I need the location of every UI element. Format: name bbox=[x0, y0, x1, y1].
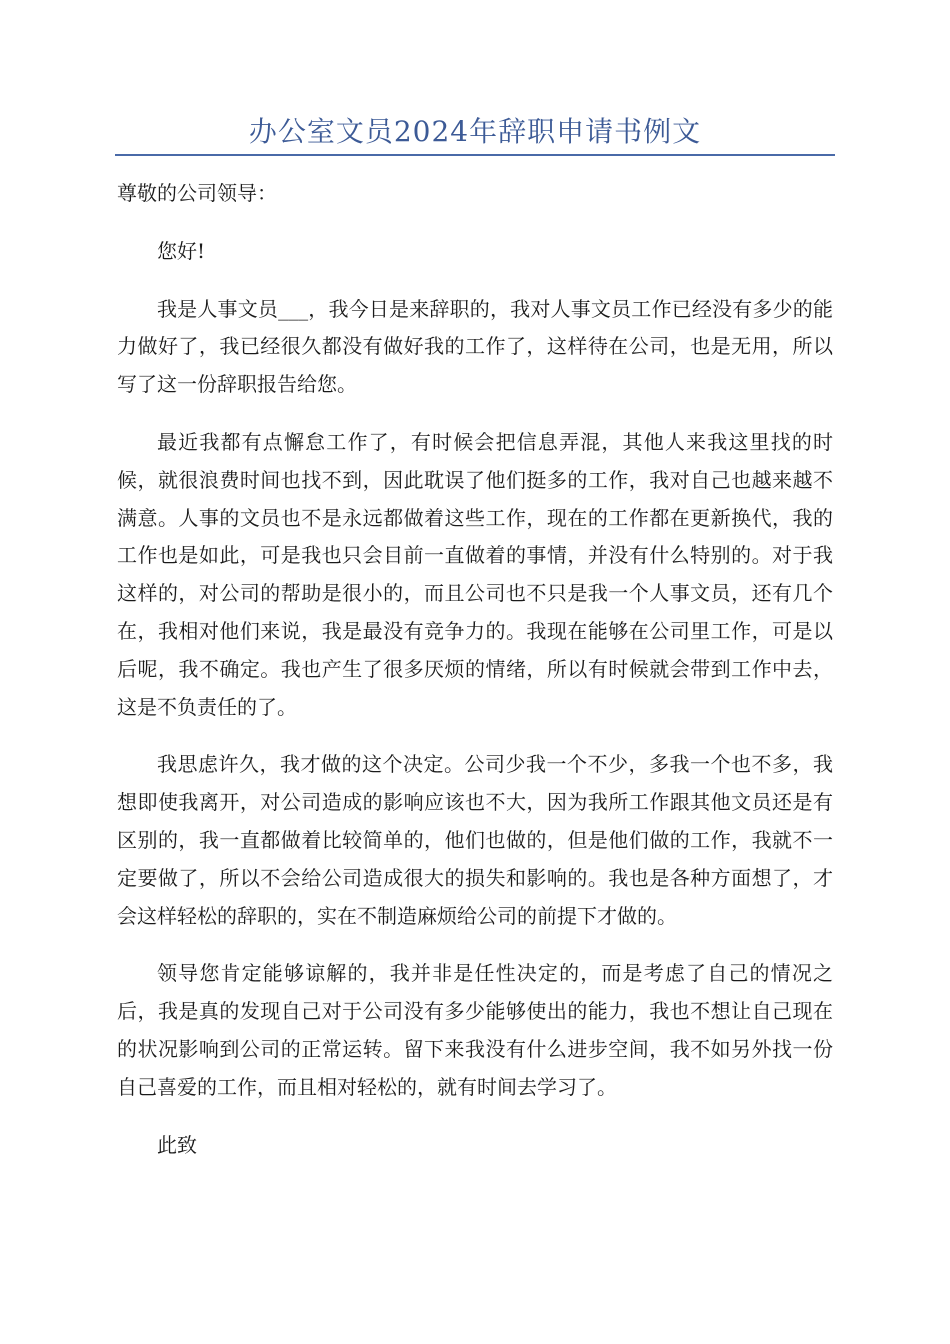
title-underline bbox=[115, 154, 835, 156]
closing: 此致 bbox=[157, 1132, 197, 1157]
document-title: 办公室文员2024年辞职申请书例文 bbox=[248, 115, 702, 148]
body-paragraph-3: 我思虑许久，我才做的这个决定。公司少我一个不少，多我一个也不多，我想即使我离开，对公司造成的影响应该也不大，因为我所工作跟其他文员还是有区别的，我一直都做着比较简单的，他们也做的，但是他们做的工作，我就不一定要做了，所以不会给公司造成很大的损失和影响的。我也是各种方面想了，才会这样轻松的辞职的，实在不制造麻烦给公司的前提下才做的。 bbox=[117, 752, 833, 928]
body-paragraph-1: 我是人事文员___，我今日是来辞职的，我对人事文员工作已经没有多少的能力做好了，我已经很久都没有做好我的工作了，这样待在公司，也是无用，所以写了这一份辞职报告给您。 bbox=[117, 296, 833, 397]
body-paragraph-4: 领导您肯定能够谅解的，我并非是任性决定的，而是考虑了自己的情况之后，我是真的发现自己对于公司没有多少能够使出的能力，我也不想让自己现在的状况影响到公司的正常运转。留下来我没有什么进步空间，我不如另外找一份自己喜爱的工作，而且相对轻松的，就有时间去学习了。 bbox=[117, 961, 833, 1099]
body-paragraph-2: 最近我都有点懈怠工作了，有时候会把信息弄混，其他人来我这里找的时候，就很浪费时间也找不到，因此耽误了他们挺多的工作，我对自己也越来越不满意。人事的文员也不是永远都做着这些工作，现在的工作都在更新换代，我的工作也是如此，可是我也只会目前一直做着的事情，并没有什么特别的。对于我这样的，对公司的帮助是很小的，而且公司也不只是我一个人事文员，还有几个在，我相对他们来说，我是最没有竞争力的。我现在能够在公司里工作，可是以后呢，我不确定。我也产生了很多厌烦的情绪，所以有时候就会带到工作中去，这是不负责任的了。 bbox=[117, 429, 833, 719]
salutation: 尊敬的公司领导： bbox=[117, 181, 277, 205]
greeting: 您好! bbox=[157, 238, 206, 263]
document-body bbox=[117, 175, 833, 1184]
